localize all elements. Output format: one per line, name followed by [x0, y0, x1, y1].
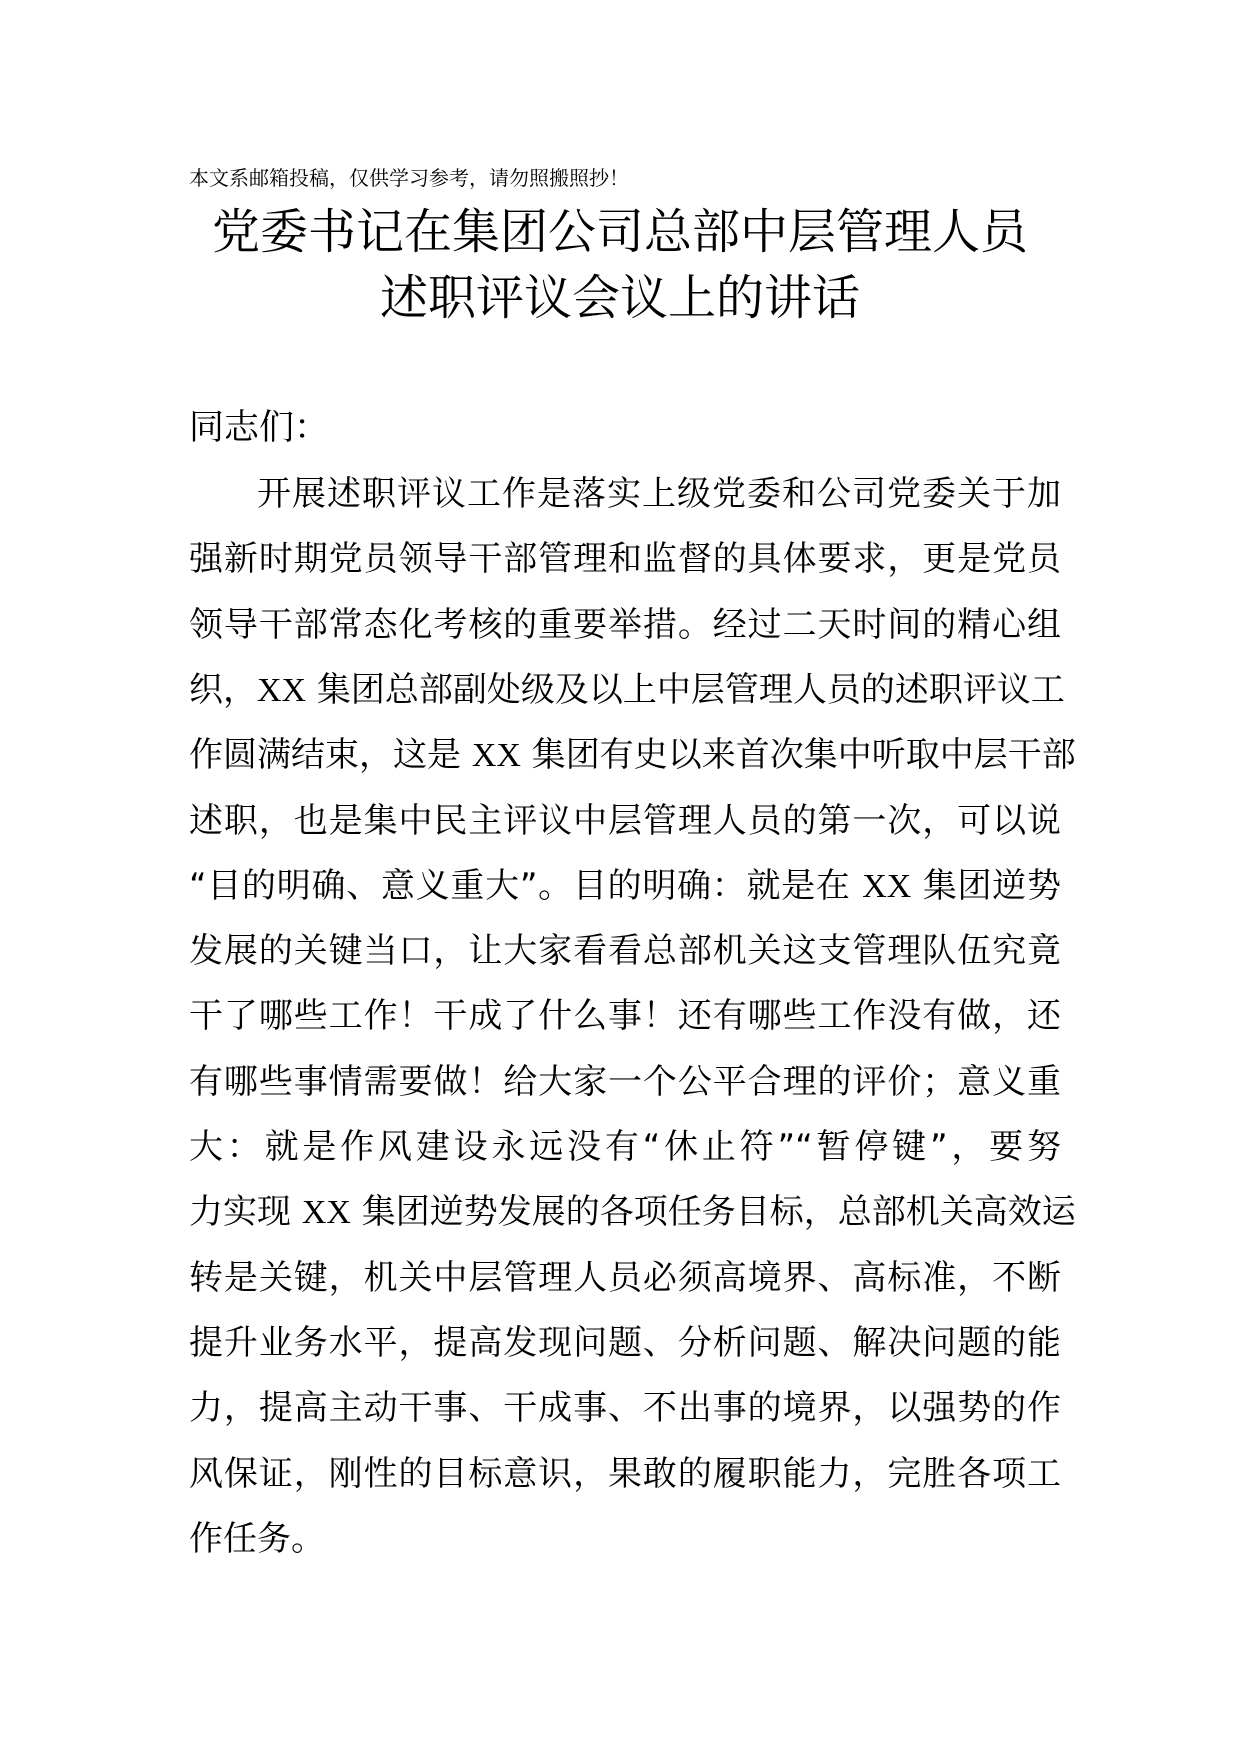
body-line: 干了哪些工作！干成了什么事！还有哪些工作没有做，还 [189, 996, 1061, 1037]
body-line: 大：就是作风建设永远没有“休止符”“暂停键”，要努 [189, 1127, 1061, 1167]
body-line: 有哪些事情需要做！给大家一个公平合理的评价；意义重 [189, 1061, 1061, 1102]
salutation: 同志们： [189, 408, 330, 448]
document-title-line-2: 述职评议会议上的讲话 [379, 270, 860, 326]
body-line: 作任务。 [189, 1518, 325, 1559]
body-line: 力，提高主动干事、干成事、不出事的境界，以强势的作 [189, 1388, 1061, 1429]
body-line: 领导干部常态化考核的重要举措。经过二天时间的精心组 [189, 604, 1061, 645]
body-line: 作圆满结束，这是 XX 集团有史以来首次集中听取中层干部 [189, 735, 1076, 776]
body-line: “目的明确、意义重大”。目的明确：就是在 XX 集团逆势 [189, 865, 1061, 906]
body-line: 强新时期党员领导干部管理和监督的具体要求，更是党员 [189, 539, 1061, 580]
body-line: 开展述职评议工作是落实上级党委和公司党委关于加 [257, 474, 1061, 514]
body-line: 提升业务水平，提高发现问题、分析问题、解决问题的能 [189, 1322, 1061, 1363]
body-line: 力实现 XX 集团逆势发展的各项任务目标，总部机关高效运 [189, 1192, 1076, 1233]
body-line: 织，XX 集团总部副处级及以上中层管理人员的述职评议工 [189, 669, 1065, 710]
document-title-line-1: 党委书记在集团公司总部中层管理人员 [211, 204, 1028, 260]
body-line: 转是关键，机关中层管理人员必须高境界、高标准，不断 [189, 1257, 1061, 1298]
body-line: 述职，也是集中民主评议中层管理人员的第一次，可以说 [189, 800, 1061, 841]
disclaimer-note: 本文系邮箱投稿，仅供学习参考，请勿照搬照抄！ [189, 166, 629, 190]
body-line: 发展的关键当口，让大家看看总部机关这支管理队伍究竟 [189, 931, 1061, 972]
body-line: 风保证，刚性的目标意识，果敢的履职能力，完胜各项工 [189, 1453, 1061, 1494]
